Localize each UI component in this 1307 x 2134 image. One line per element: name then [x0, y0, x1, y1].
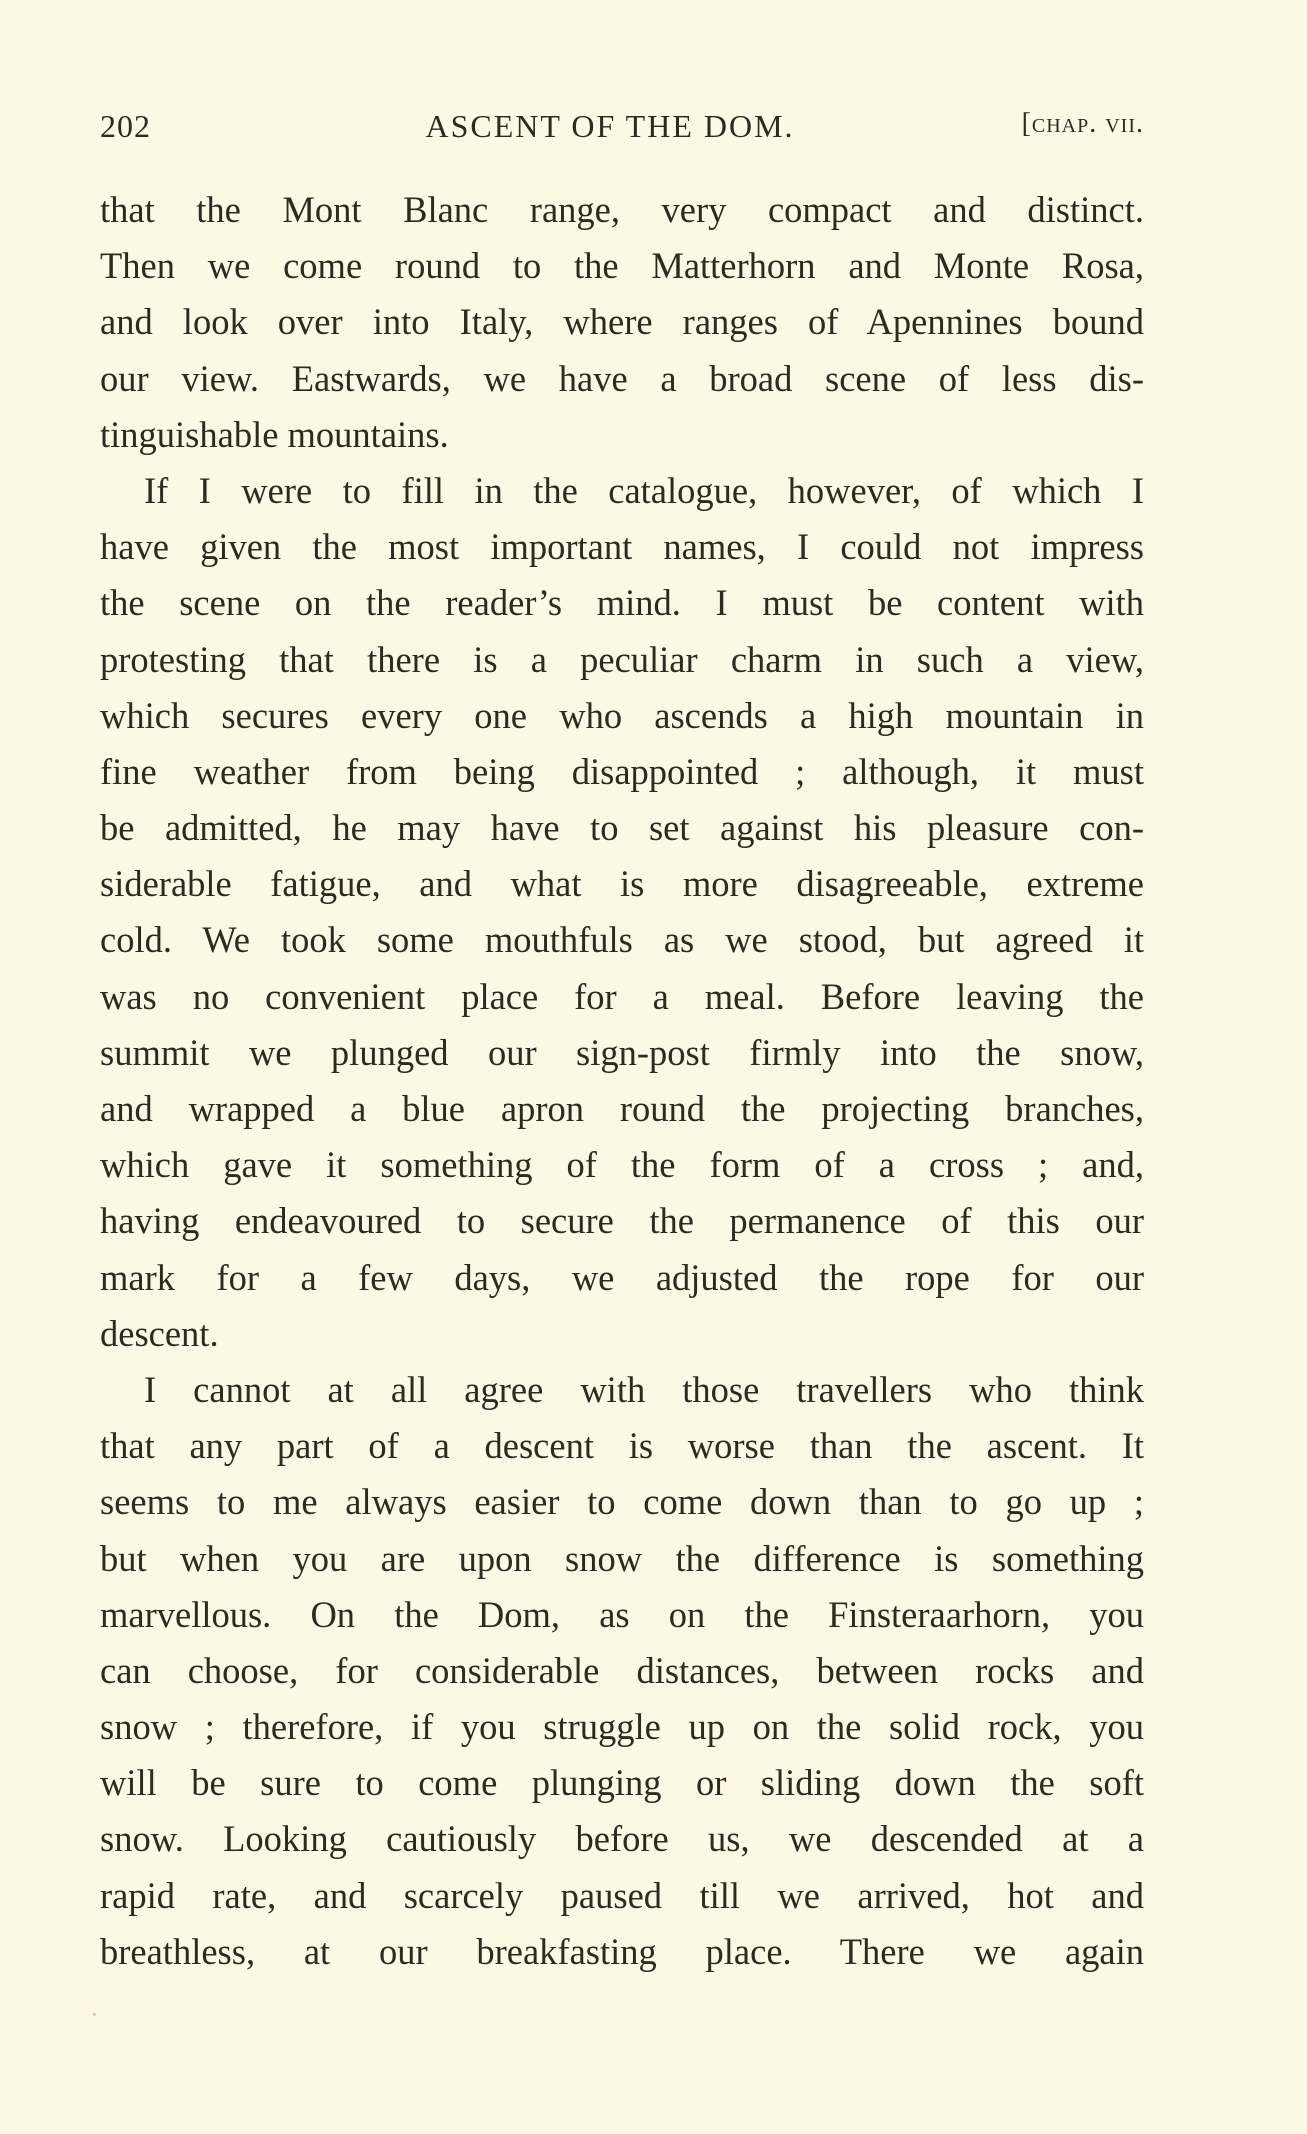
text-line: protesting that there is a peculiar charm in such a view,	[100, 638, 1144, 680]
text-line: will be sure to come plunging or sliding down the soft	[100, 1762, 1144, 1804]
text-line: rapid rate, and scarcely paused till we arrived, hot and	[100, 1874, 1144, 1916]
running-title: ASCENT OF THE DOM.	[425, 108, 795, 144]
text-line: but when you are upon snow the difference is something	[100, 1537, 1144, 1579]
text-line: our view. Eastwards, we have a broad scene of less dis-	[100, 357, 1144, 399]
text-line: breathless, at our breakfasting place. There we again	[100, 1930, 1144, 1972]
text-line: which gave it something of the form of a cross ; and,	[100, 1144, 1144, 1186]
text-line: Then we come round to the Matterhorn and Monte Rosa,	[100, 245, 1144, 287]
text-line: and wrapped a blue apron round the projecting branches,	[100, 1088, 1144, 1129]
running-head	[100, 108, 1144, 148]
text-line: was no convenient place for a meal. Before leaving the	[100, 975, 1144, 1017]
text-line: that any part of a descent is worse than the ascent. It	[100, 1425, 1144, 1467]
paper-speck	[93, 2013, 96, 2016]
text-line: the scene on the reader’s mind. I must be content with	[100, 582, 1144, 624]
text-line: I cannot at all agree with those travellers who think	[144, 1368, 1144, 1410]
text-line: have given the most important names, I could not impress	[100, 526, 1144, 568]
text-line: marvellous. On the Dom, as on the Finsteraarhorn, you	[100, 1593, 1144, 1635]
text-line: snow. Looking cautiously before us, we descended at a	[100, 1818, 1144, 1860]
text-line: snow ; therefore, if you struggle up on the solid rock, you	[100, 1706, 1144, 1748]
text-line: seems to me always easier to come down than to go up ;	[100, 1481, 1144, 1523]
body-text	[100, 182, 1144, 1980]
text-line: can choose, for considerable distances, between rocks and	[100, 1649, 1144, 1691]
text-line: mark for a few days, we adjusted the rope for our	[100, 1256, 1144, 1298]
page-number: 202	[100, 108, 151, 144]
text-line: and look over into Italy, where ranges of Apennines bound	[100, 301, 1144, 343]
text-line: tinguishable mountains.	[100, 413, 449, 455]
text-line: cold. We took some mouthfuls as we stood, but agreed it	[100, 919, 1144, 961]
text-line: summit we plunged our sign-post firmly into the snow,	[100, 1031, 1144, 1073]
text-line: having endeavoured to secure the permanence of this our	[100, 1200, 1144, 1242]
text-line: fine weather from being disappointed ; although, it must	[100, 750, 1144, 792]
text-line: If I were to fill in the catalogue, however, of which I	[144, 469, 1144, 511]
text-line: be admitted, he may have to set against his pleasure con-	[100, 807, 1144, 849]
chapter-reference: [chap. vii.	[1021, 108, 1144, 139]
text-line: descent.	[100, 1312, 219, 1354]
text-line: that the Mont Blanc range, very compact and distinct.	[100, 189, 1144, 230]
text-line: which secures every one who ascends a high mountain in	[100, 694, 1144, 736]
text-line: siderable fatigue, and what is more disagreeable, extreme	[100, 863, 1144, 905]
